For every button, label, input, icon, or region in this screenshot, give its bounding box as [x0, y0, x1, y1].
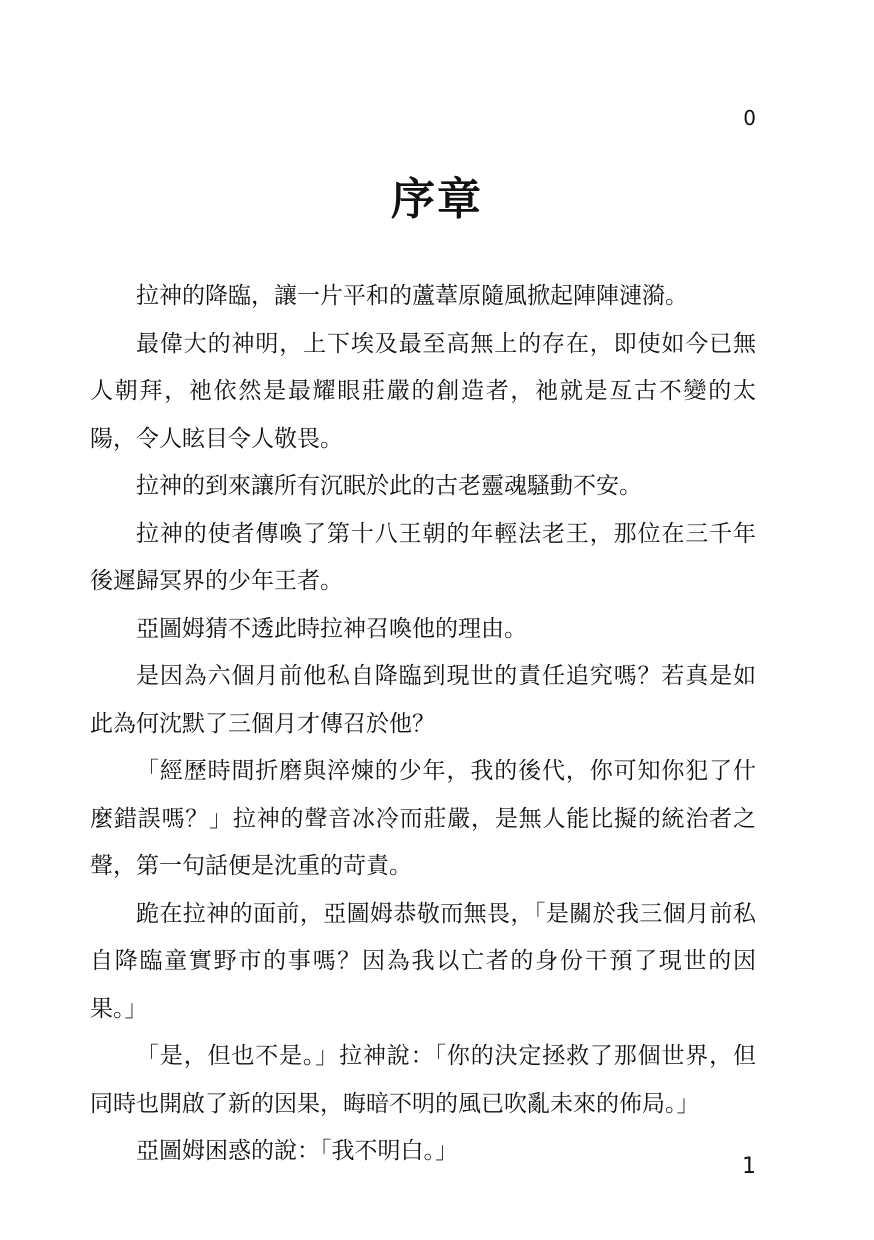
paragraph: 拉神的到來讓所有沉眠於此的古老靈魂騷動不安。: [136, 473, 642, 499]
paragraph: 拉神的降臨，讓一片平和的蘆葦原隨風掀起陣陣漣漪。: [136, 283, 688, 309]
paragraph: 是因為六個月前他私自降臨到現世的責任追究嗎？若真是如此為何沈默了三個月才傳召於他？: [90, 663, 756, 737]
chapter-number: 0: [743, 106, 756, 130]
paragraph: 「是，但也不是。」拉神說：「你的決定拯救了那個世界，但同時也開啟了新的因果，晦暗不明的風已吹亂未來的佈局。」: [90, 1043, 756, 1117]
paragraph: 最偉大的神明，上下埃及最至高無上的存在，即使如今已無人朝拜，祂依然是最耀眼莊嚴的創造者，祂就是亙古不變的太陽，令人眩目令人敬畏。: [90, 330, 756, 452]
paragraph: 「經歷時間折磨與淬煉的少年，我的後代，你可知你犯了什麼錯誤嗎？」拉神的聲音冰冷而莊嚴，是無人能比擬的統治者之聲，第一句話便是沈重的苛責。: [90, 758, 756, 879]
paragraph: 亞圖姆困惑的說：「我不明白。」: [136, 1138, 458, 1164]
page-number: 1: [742, 1154, 756, 1179]
paragraph: 拉神的使者傳喚了第十八王朝的年輕法老王，那位在三千年後遲歸冥界的少年王者。: [90, 520, 756, 594]
chapter-title: 序章: [391, 174, 483, 225]
body-text: [90, 273, 756, 1176]
paragraph: 跪在拉神的面前，亞圖姆恭敬而無畏，「是關於我三個月前私自降臨童實野市的事嗎？因為我以亡者的身份干預了現世的因果。」: [90, 900, 756, 1022]
paragraph: 亞圖姆猜不透此時拉神召喚他的理由。: [136, 615, 527, 642]
